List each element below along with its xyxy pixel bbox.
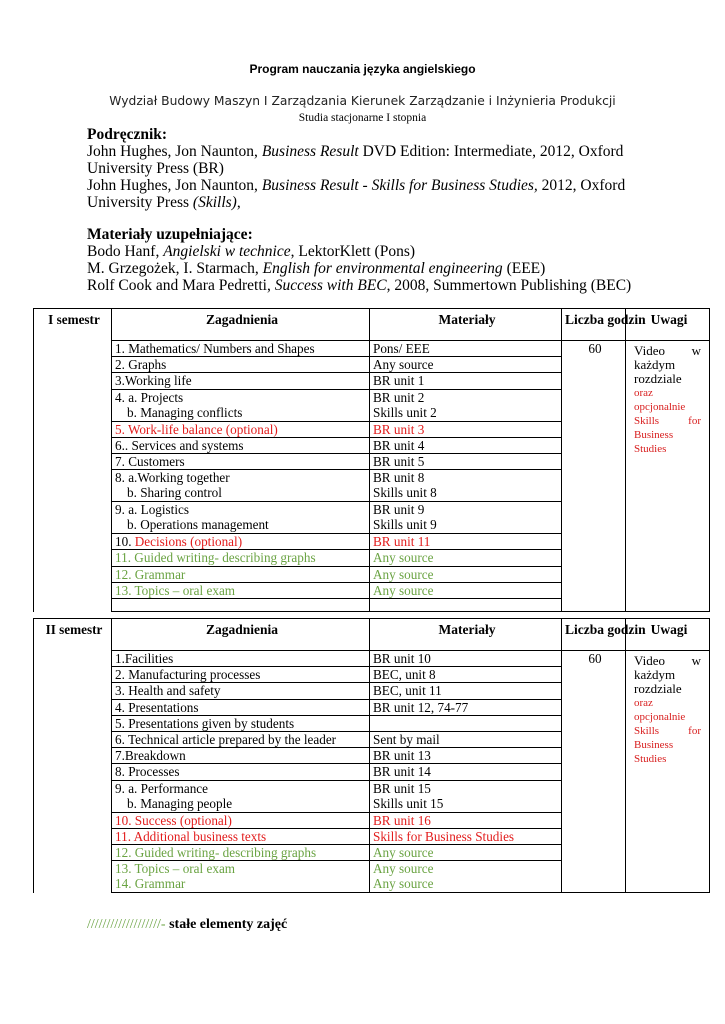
document-title: Program nauczania języka angielskiego (249, 62, 476, 76)
semester-col-cell (34, 582, 112, 598)
material-subtext: Skills unit 2 (373, 404, 437, 420)
material-text: Skills for Business Studies (373, 828, 515, 844)
material-cell (370, 341, 562, 357)
material-cell (370, 748, 562, 764)
topic-cell (112, 780, 370, 812)
topic-text: 8. a.Working together (115, 470, 230, 486)
material-text: BR unit 9 (373, 502, 425, 518)
material-cell (370, 566, 562, 582)
topic-text: 12. Grammar (115, 566, 186, 582)
topic-text: 9. a. Logistics (115, 502, 189, 518)
topic-subtext: b. Managing people (127, 795, 233, 811)
material-cell (370, 861, 562, 893)
material-text: Any source (373, 582, 434, 598)
material-text: BR unit 2 (373, 389, 425, 405)
topic-text: 6.. Services and systems (115, 437, 244, 453)
semester-1-table (33, 308, 710, 612)
topic-cell (112, 764, 370, 780)
supplementary-heading: Materiały uzupełniające: (87, 226, 253, 243)
semester-col-cell (34, 861, 112, 893)
textbook-entry-cont: University Press (Skills), (87, 194, 241, 211)
topic-cell (112, 341, 370, 357)
material-cell (370, 357, 562, 373)
semester-col-cell (34, 845, 112, 861)
semester-2-table (33, 618, 710, 893)
topic-subtext: b. Operations management (127, 517, 269, 533)
topic-text: 12. Guided writing- describing graphs (115, 845, 317, 861)
header-topics: Zagadnienia (112, 309, 370, 341)
semester-col-cell (34, 715, 112, 731)
semester-col-cell (34, 437, 112, 453)
material-text: BR unit 10 (373, 651, 431, 666)
topic-cell (112, 715, 370, 731)
topic-cell (112, 582, 370, 598)
material-cell (370, 764, 562, 780)
semester-col-cell (34, 828, 112, 844)
textbook-heading: Podręcznik: (87, 126, 168, 143)
material-text: Any source (373, 357, 434, 373)
topic-text: 11. Guided writing- describing graphs (115, 550, 316, 566)
semester-col-cell (34, 764, 112, 780)
topic-text: 8. Processes (115, 764, 180, 780)
material-text: BR unit 16 (373, 812, 431, 828)
topic-text: 5. Presentations given by students (115, 715, 295, 731)
material-cell (370, 699, 562, 715)
semester-col-cell (34, 341, 112, 357)
topic-cell (112, 502, 370, 534)
semester-col-cell (34, 502, 112, 534)
table-header-row (34, 309, 710, 341)
textbook-section (87, 126, 625, 211)
department-line: Wydział Budowy Maszyn I Zarządzania Kierunek Zarządzanie i Inżynieria Produkcji (109, 94, 616, 108)
material-text: BEC, unit 11 (373, 683, 442, 699)
topic-cell (112, 566, 370, 582)
header-materials: Materiały (370, 309, 562, 341)
semester-col-cell (34, 780, 112, 812)
material-text: Sent by mail (373, 732, 440, 748)
table-row (34, 341, 710, 357)
material-text: BEC, unit 8 (373, 667, 436, 683)
topic-text: 4. a. Projects (115, 389, 184, 405)
topic-text: 11. Additional business texts (115, 828, 267, 844)
material-cell (370, 454, 562, 470)
notes-cell: Video w każdym rozdziale oraz opcjonalnie Skills for Business Studies (626, 651, 710, 893)
material-cell (370, 389, 562, 421)
material-cell (370, 845, 562, 861)
topic-cell (112, 667, 370, 683)
material-cell (370, 502, 562, 534)
material-cell (370, 683, 562, 699)
semester-col-cell (34, 357, 112, 373)
header-notes: Uwagi (626, 619, 710, 651)
material-text: BR unit 4 (373, 437, 425, 453)
material-cell (370, 780, 562, 812)
topic-subtext: b. Managing conflicts (127, 404, 243, 420)
material-cell (370, 828, 562, 844)
material-cell (370, 667, 562, 683)
semester-col-cell (34, 699, 112, 715)
material-cell (370, 651, 562, 667)
study-mode: Studia stacjonarne I stopnia (298, 112, 427, 124)
topic-cell (112, 861, 370, 893)
header-topics: Zagadnienia (112, 619, 370, 651)
table-header-row (34, 619, 710, 651)
topic-cell (112, 699, 370, 715)
topic-subtext: 14. Grammar (115, 876, 186, 892)
topic-text: 3.Working life (115, 373, 192, 389)
topic-text: 6. Technical article prepared by the leader (115, 732, 337, 748)
topic-text: 9. a. Performance (115, 780, 209, 796)
topic-cell (112, 748, 370, 764)
topic-text: 7.Breakdown (115, 748, 186, 764)
supplementary-entry: M. Grzegożek, I. Starmach, English for environmental engineering (EEE) (87, 260, 546, 277)
material-cell (370, 421, 562, 437)
table-row (34, 651, 710, 667)
semester-col-cell (34, 454, 112, 470)
supplementary-entry: Bodo Hanf, Angielski w technice, LektorKlett (Pons) (87, 243, 416, 260)
material-text: Any source (373, 566, 434, 582)
topic-text: 13. Topics – oral exam (115, 861, 236, 877)
topic-text: 1. Mathematics/ Numbers and Shapes (115, 341, 315, 356)
legend-slashes: ///////////////////- (87, 917, 166, 932)
topic-text: 2. Graphs (115, 357, 167, 373)
material-text: BR unit 15 (373, 780, 431, 796)
header-notes: Uwagi (626, 309, 710, 341)
topic-text: 1.Facilities (115, 651, 174, 666)
topic-cell (112, 812, 370, 828)
notes-cell: Video w każdym rozdziale oraz opcjonalnie Skills for Business Studies (626, 341, 710, 612)
material-text: BR unit 3 (373, 421, 425, 437)
material-cell (370, 373, 562, 389)
semester-col-cell (34, 748, 112, 764)
topic-text: 10. Success (optional) (115, 812, 232, 828)
material-cell (370, 732, 562, 748)
semester-col-cell (34, 667, 112, 683)
topic-cell (112, 845, 370, 861)
semester-col-cell (34, 421, 112, 437)
semester-col-cell (34, 550, 112, 566)
material-text: Any source (373, 861, 434, 877)
topic-text: Decisions (optional) (134, 534, 243, 550)
material-subtext: Skills unit 9 (373, 517, 437, 533)
material-text: Any source (373, 845, 434, 861)
topic-text: 3. Health and safety (115, 683, 221, 699)
topic-cell (112, 389, 370, 421)
header-hours: Liczba godzin (562, 619, 626, 651)
topic-cell (112, 683, 370, 699)
legend-text: stałe elementy zajęć (165, 917, 288, 932)
topic-cell (112, 651, 370, 667)
semester-col-cell (34, 812, 112, 828)
material-cell (370, 812, 562, 828)
material-cell (370, 437, 562, 453)
textbook-entry-cont: University Press (BR) (87, 160, 224, 177)
material-cell (370, 534, 562, 550)
material-text: Pons/ EEE (373, 341, 430, 356)
material-subtext: Skills unit 15 (373, 795, 444, 811)
material-subtext: Any source (373, 876, 434, 892)
topic-cell (112, 437, 370, 453)
topic-cell (112, 732, 370, 748)
textbook-entry: John Hughes, Jon Naunton, Business Result DVD Edition: Intermediate, 2012, Oxford (87, 143, 624, 160)
material-cell (370, 715, 562, 731)
semester-col-cell (34, 732, 112, 748)
semester-col-cell (34, 470, 112, 502)
semester-col-cell (34, 373, 112, 389)
material-cell (370, 550, 562, 566)
semester-col-cell (34, 534, 112, 550)
semester-col-cell (34, 566, 112, 582)
material-cell (370, 470, 562, 502)
topic-cell (112, 534, 370, 550)
supplementary-section (87, 226, 631, 294)
topic-prefix: 10. (115, 534, 135, 550)
hours-value: 60 (562, 341, 626, 612)
topic-cell (112, 421, 370, 437)
semester-col-cell (34, 651, 112, 667)
hours-value: 60 (562, 651, 626, 893)
topic-text: 2. Manufacturing processes (115, 667, 261, 683)
topic-cell (112, 357, 370, 373)
material-text: BR unit 8 (373, 470, 425, 486)
material-text: Any source (373, 550, 434, 566)
material-text: BR unit 14 (373, 764, 431, 780)
material-text: BR unit 12, 74-77 (373, 699, 469, 715)
topic-cell (112, 454, 370, 470)
topic-cell (112, 550, 370, 566)
semester-label: II semestr (34, 619, 112, 651)
topic-cell (112, 470, 370, 502)
header-materials: Materiały (370, 619, 562, 651)
material-subtext: Skills unit 8 (373, 485, 437, 501)
semester-col-cell (34, 389, 112, 421)
semester-col-cell (34, 683, 112, 699)
material-text: BR unit 11 (373, 534, 431, 550)
topic-text: 13. Topics – oral exam (115, 582, 236, 598)
topic-subtext: b. Sharing control (127, 485, 222, 501)
material-text: BR unit 13 (373, 748, 431, 764)
material-text: BR unit 1 (373, 373, 425, 389)
topic-text: 7. Customers (115, 454, 185, 470)
material-cell (370, 582, 562, 598)
supplementary-entry: Rolf Cook and Mara Pedretti, Success with BEC, 2008, Summertown Publishing (BEC) (87, 277, 632, 294)
topic-text: 5. Work-life balance (optional) (115, 421, 278, 437)
topic-text: 4. Presentations (115, 699, 199, 715)
topic-cell (112, 373, 370, 389)
textbook-entry: John Hughes, Jon Naunton, Business Result - Skills for Business Studies, 2012, Oxford (87, 177, 626, 194)
topic-cell (112, 828, 370, 844)
header-hours: Liczba godzin (562, 309, 626, 341)
semester-label: I semestr (34, 309, 112, 341)
material-text: BR unit 5 (373, 454, 425, 470)
footer-legend (87, 917, 287, 933)
